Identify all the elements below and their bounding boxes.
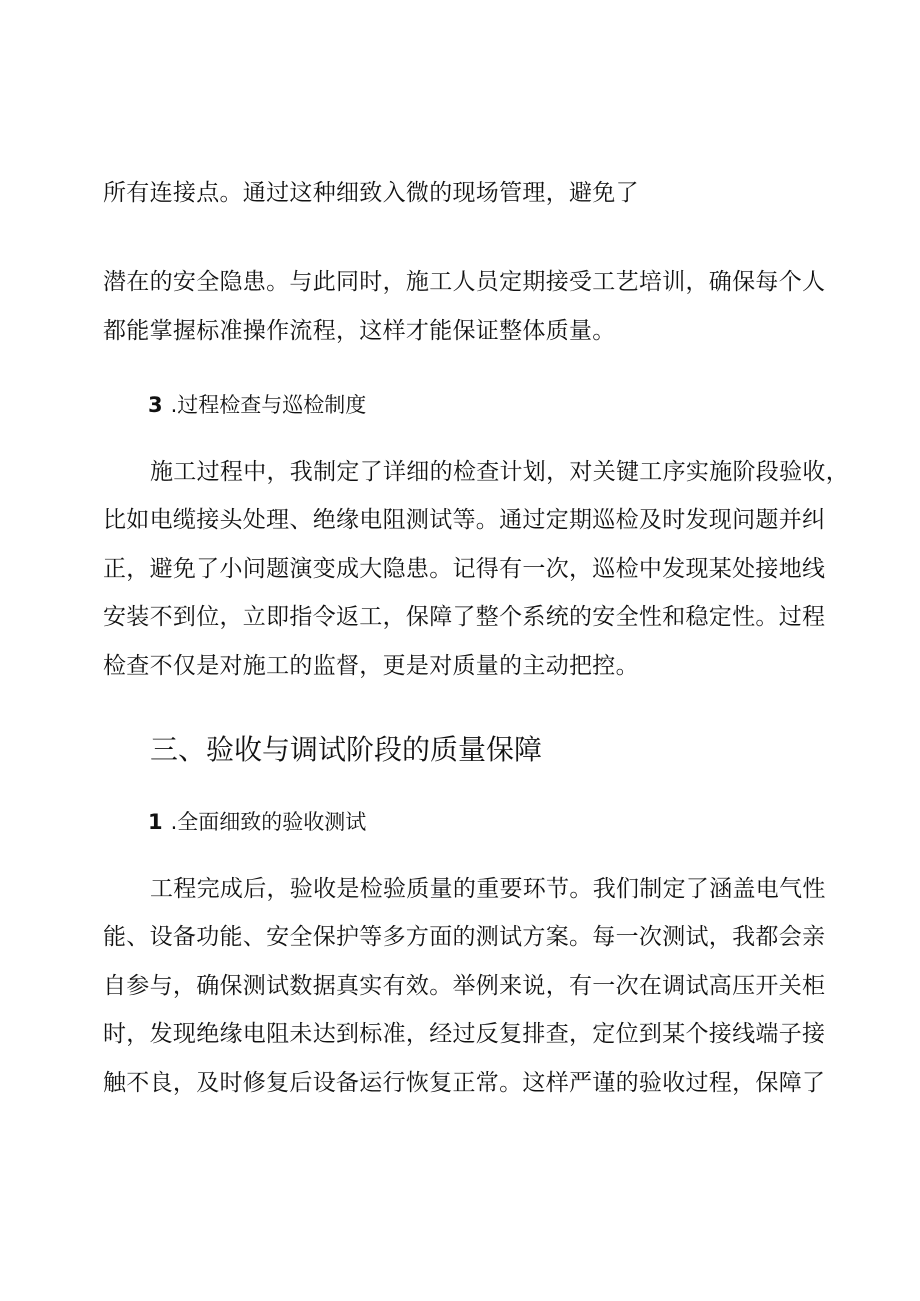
section-heading: 三、验收与调试阶段的质量保障 xyxy=(150,733,543,766)
paragraph-line: 安装不到位，立即指令返工，保障了整个系统的安全性和稳定性。过程 xyxy=(103,604,826,630)
paragraph-line: 比如电缆接头处理、绝缘电阻测试等。通过定期巡检及时发现问题并纠 xyxy=(103,507,826,533)
paragraph-line: 所有连接点。通过这种细致入微的现场管理，避免了 xyxy=(103,180,639,206)
paragraph-line: 自参与，确保测试数据真实有效。举例来说，有一次在调试高压开关柜 xyxy=(103,973,826,999)
subheading-title: .全面细致的验收测试 xyxy=(170,810,367,834)
subheading-title: .过程检查与巡检制度 xyxy=(170,393,367,417)
paragraph-line: 施工过程中，我制定了详细的检查计划，对关键工序实施阶段验收， xyxy=(150,459,849,485)
subheading-acceptance-testing xyxy=(148,807,366,837)
subheading-number: 1 xyxy=(148,810,163,834)
paragraph-line: 都能掌握标准操作流程，这样才能保证整体质量。 xyxy=(103,318,616,344)
subheading-process-inspection xyxy=(148,390,366,420)
paragraph-line: 触不良，及时修复后设备运行恢复正常。这样严谨的验收过程，保障了 xyxy=(103,1070,826,1096)
subheading-number: 3 xyxy=(148,393,163,417)
paragraph-line: 能、设备功能、安全保护等多方面的测试方案。每一次测试，我都会亲 xyxy=(103,924,826,950)
paragraph-line: 检查不仅是对施工的监督，更是对质量的主动把控。 xyxy=(103,653,639,679)
paragraph-line: 正，避免了小问题演变成大隐患。记得有一次，巡检中发现某处接地线 xyxy=(103,556,826,582)
paragraph-line: 工程完成后，验收是检验质量的重要环节。我们制定了涵盖电气性 xyxy=(150,876,826,902)
paragraph-line: 时，发现绝缘电阻未达到标准，经过反复排查，定位到某个接线端子接 xyxy=(103,1021,826,1047)
paragraph-line: 潜在的安全隐患。与此同时，施工人员定期接受工艺培训，确保每个人 xyxy=(103,269,826,295)
